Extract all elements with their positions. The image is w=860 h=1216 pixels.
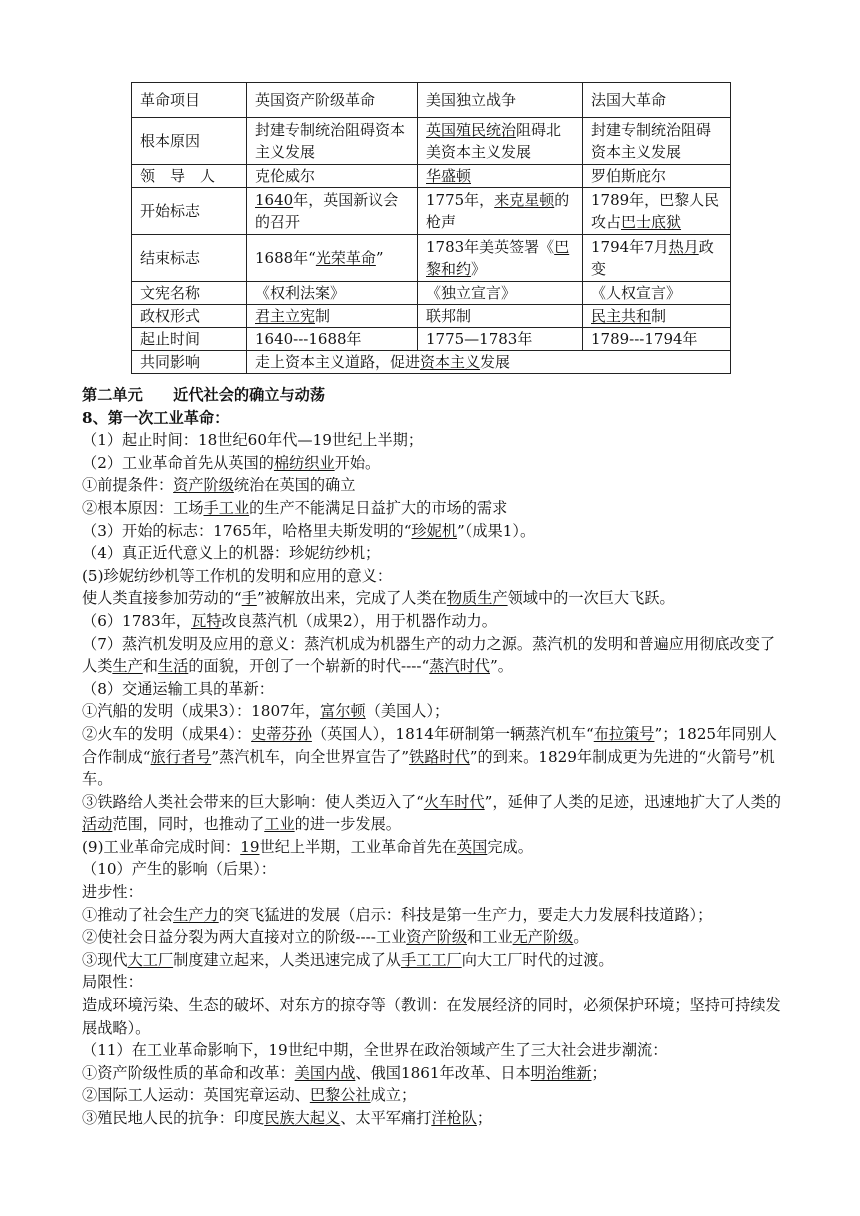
text: ”的到来。1829年制成更为先进的“火箭号”机车。: [82, 747, 775, 789]
row-label: 共同影响: [132, 351, 247, 374]
table-cell: 1775—1783年: [418, 328, 583, 351]
row-label: 开始标志: [132, 188, 247, 235]
text: 。: [573, 928, 589, 947]
row-label: 根本原因: [132, 118, 247, 165]
table-row: [132, 328, 731, 351]
table-cell: 《权利法案》: [247, 282, 418, 305]
text: ①资产阶级性质的革命和改革：: [82, 1063, 295, 1082]
text: ①推动了社会: [82, 905, 174, 924]
table-header-cell: 美国独立战争: [418, 83, 583, 118]
cell-text: 政变: [591, 238, 714, 278]
table-cell: [247, 188, 418, 235]
table-cell: 封建专制统治阻碍资本主义发展: [247, 118, 418, 165]
table-cell: 《人权宣言》: [583, 282, 731, 305]
text-line: [82, 587, 782, 610]
table-row: [132, 351, 731, 374]
text: 领域中的一次巨大飞跃。: [507, 589, 675, 608]
underlined-term: 生产力: [173, 905, 219, 924]
unit-heading: 第二单元 近代社会的确立与动荡: [82, 386, 325, 404]
underlined-term: 富尔顿: [320, 702, 366, 721]
table-cell: 罗伯斯庇尔: [583, 165, 731, 188]
underlined-term: 史蒂芬孙: [251, 724, 312, 743]
table-row: [132, 282, 731, 305]
text: ②根本原因：工场: [82, 498, 204, 517]
underlined-term: 手工业: [203, 498, 250, 517]
text-paragraph: [82, 723, 782, 791]
text: ；: [591, 1063, 607, 1082]
underlined-term: 活动: [82, 815, 113, 834]
text: ②国际工人运动：英国宪章运动、: [82, 1086, 310, 1105]
section-heading: 8、第一次工业革命：: [82, 408, 230, 427]
underlined-term: 巴黎和约: [426, 238, 570, 278]
text: ②使社会日益分裂为两大直接对立的阶级----工业: [82, 928, 407, 947]
text: 统治在英国的确立: [233, 476, 356, 495]
cell-text: 制: [315, 307, 331, 325]
table-cell: [418, 165, 583, 188]
row-label: 文宪名称: [132, 282, 247, 305]
table-cell: [583, 305, 731, 328]
row-label: 起止时间: [132, 328, 247, 351]
text-line: （8）交通运输工具的革新：: [82, 679, 274, 698]
table-row: [132, 165, 731, 188]
table-cell: [583, 188, 731, 235]
cell-text: 1783年美英签署《: [426, 238, 555, 256]
text: 向大工厂时代的过渡。: [461, 950, 614, 969]
table-header-cell: 革命项目: [132, 83, 247, 118]
underlined-term: 明治维新: [530, 1063, 592, 1082]
text: 和: [142, 657, 158, 676]
text: ③殖民地人民的抗争：印度: [82, 1109, 265, 1127]
table-cell: 《独立宣言》: [418, 282, 583, 305]
text: ”。: [489, 657, 513, 676]
underlined-term: 铁路时代: [409, 747, 470, 766]
revolution-comparison-table: [131, 82, 731, 374]
underlined-term: 巴士底狱: [621, 213, 682, 231]
text: 完成。: [487, 837, 533, 856]
text-line: [82, 836, 782, 859]
text: 的进一步发展。: [294, 815, 401, 834]
cell-text: 发展: [480, 353, 511, 371]
text: （6）1783年，: [82, 611, 192, 630]
text-line: （4）真正近代意义上的机器：珍妮纺纱机；: [82, 544, 381, 563]
underlined-term: 工业: [264, 815, 295, 834]
row-label: 领 导 人: [132, 165, 247, 188]
table-cell: [247, 235, 418, 282]
underlined-term: 资本主义: [420, 353, 481, 371]
text: ③铁路给人类社会带来的巨大影响：使人类迈入了“: [82, 792, 424, 811]
text-line: [82, 610, 782, 633]
text-line: [82, 949, 782, 972]
cell-text: 走上资本主义道路，促进: [255, 353, 421, 371]
cell-text: 1775年，: [426, 191, 495, 209]
text: 的突飞猛进的发展（启示：科技是第一生产力，要走大力发展科技道路）；: [218, 905, 713, 924]
table-cell: 联邦制: [418, 305, 583, 328]
text: 、俄国1861年改革、日本: [355, 1063, 531, 1082]
cell-text: 的枪声: [426, 191, 570, 231]
text-line: [82, 904, 782, 927]
underlined-term: 布拉策号: [593, 724, 655, 743]
text: （7）蒸汽机发明及应用的意义：蒸汽机成为机器生产的动力之源。蒸汽机的发明和普遍应用彻底改变了人类: [82, 634, 776, 676]
table-cell: [247, 305, 418, 328]
table-cell: [418, 118, 583, 165]
underlined-term: 生产: [112, 657, 143, 676]
underlined-term: 生活: [157, 657, 189, 676]
table-cell: 封建专制统治阻碍资本主义发展: [583, 118, 731, 165]
row-label: 政权形式: [132, 305, 247, 328]
cell-text: ”: [375, 249, 384, 267]
text-line: [82, 474, 782, 497]
underlined-term: 蒸汽时代: [429, 657, 490, 676]
table-cell: [418, 188, 583, 235]
text-line: [82, 1107, 782, 1130]
text: 改良蒸汽机（成果2），用于机器作动力。: [221, 611, 497, 630]
text: 范围，同时，也推动了: [112, 815, 265, 834]
text: 开始。: [334, 453, 381, 472]
underlined-term: 民主共和: [591, 307, 652, 325]
text: 制度建立起来，人类迅速完成了从: [173, 950, 401, 969]
text: ”蒸汽机车，向全世界宣告了”: [211, 747, 410, 766]
underlined-term: 资产阶级: [406, 928, 468, 947]
text: （英国人），1814年研制第一辆蒸汽机车“: [311, 724, 594, 743]
table-row: [132, 235, 731, 282]
text-line: [82, 1084, 782, 1107]
table-cell: [418, 235, 583, 282]
table-row: [132, 118, 731, 165]
text: ②火车的发明（成果4）：: [82, 724, 252, 743]
text: ”（成果1）。: [457, 521, 536, 540]
underlined-term: 火车时代: [423, 792, 485, 811]
table-cell: 克伦威尔: [247, 165, 418, 188]
text-paragraph: [82, 791, 782, 836]
table-header-cell: 法国大革命: [583, 83, 731, 118]
row-label: 结束标志: [132, 235, 247, 282]
underlined-term: 美国内战: [294, 1063, 356, 1082]
text: ③现代: [82, 950, 128, 969]
text-paragraph: [82, 633, 782, 678]
text: 的面貌，开创了一个崭新的时代----“: [188, 657, 430, 676]
text: 和工业: [467, 928, 513, 947]
underlined-term: 热月: [668, 238, 699, 256]
underlined-term: 君主立宪: [255, 307, 316, 325]
text-line: [82, 452, 782, 475]
document-body: [82, 384, 782, 1130]
underlined-term: 英国: [456, 837, 488, 856]
text-paragraph: 造成环境污染、生态的破坏、对东方的掠夺等（教训：在发展经济的同时，必须保护环境；坚持可持续发展战略）。: [82, 996, 781, 1037]
text-line: 进步性：: [82, 883, 143, 902]
cell-text: 阻碍北美资本主义发展: [426, 121, 562, 161]
text-line: [82, 1062, 782, 1085]
underlined-term: 棉纺织业: [273, 453, 335, 472]
table-cell: 1789---1794年: [583, 328, 731, 351]
text: ；: [476, 1109, 493, 1127]
underlined-term: 物质生产: [446, 589, 508, 608]
underlined-term: 华盛顿: [426, 167, 472, 185]
underlined-term: 瓦特: [191, 611, 222, 630]
underlined-term: 1640: [255, 191, 294, 209]
text: 使人类直接参加劳动的“: [82, 589, 242, 608]
text: （2）工业革命首先从英国的: [82, 453, 274, 472]
text: (9)工业革命完成时间：: [82, 837, 241, 856]
text-line: 局限性：: [82, 973, 143, 992]
underlined-term: 19: [240, 837, 260, 856]
text: ”，延伸了人类的足迹，迅速地扩大了人类的: [484, 792, 781, 811]
text: 世纪上半期，工业革命首先在: [259, 837, 457, 856]
underlined-term: 洋枪队: [431, 1109, 477, 1127]
cell-text: 1794年7月: [591, 238, 669, 256]
underlined-term: 来克星顿: [494, 191, 555, 209]
table-row: [132, 305, 731, 328]
table-row: [132, 188, 731, 235]
text: （3）开始的标志：1765年，哈格里夫斯发明的“: [82, 521, 412, 540]
cell-text: 》: [471, 260, 487, 278]
text-line: [82, 520, 782, 543]
text: （美国人）；: [365, 702, 450, 721]
text-line: [82, 700, 782, 723]
text-line: [82, 497, 782, 520]
table-header-cell: 英国资产阶级革命: [247, 83, 418, 118]
text: ①汽船的发明（成果3）：1807年，: [82, 702, 321, 721]
underlined-term: 手: [241, 589, 257, 608]
cell-text: 1688年“: [255, 249, 316, 267]
underlined-term: 资产阶级: [173, 476, 234, 495]
underlined-term: 手工工厂: [400, 950, 462, 969]
text-line: (5)珍妮纺纱机等工作机的发明和应用的意义：: [82, 566, 393, 585]
text: ”；1825年同别人合作制成“: [82, 724, 777, 766]
underlined-term: 大工厂: [127, 950, 174, 969]
table-cell-span: [247, 351, 731, 374]
table-cell: 1640---1688年: [247, 328, 418, 351]
underlined-term: 无产阶级: [512, 928, 574, 947]
text: 成立；: [370, 1086, 417, 1105]
underlined-term: 民族大起义: [264, 1109, 341, 1127]
text: ①前提条件：: [82, 476, 174, 495]
text-line: [82, 926, 782, 949]
table-cell: [583, 235, 731, 282]
text-line: （10）产生的影响（后果）：: [82, 860, 276, 879]
underlined-term: 巴黎公社: [309, 1086, 371, 1105]
cell-text: 制: [651, 307, 667, 325]
underlined-term: 旅行者号: [150, 747, 212, 766]
text-line: （11）在工业革命影响下，19世纪中期，全世界在政治领域产生了三大社会进步潮流：: [82, 1041, 668, 1060]
table-header-row: [132, 83, 731, 118]
cell-text: 1789年，巴黎人民攻占: [591, 191, 720, 231]
cell-text: 年，英国新议会的召开: [255, 191, 399, 231]
underlined-term: 光荣革命: [315, 249, 376, 267]
text-line: （1）起止时间：18世纪60年代—19世纪上半期；: [82, 431, 424, 450]
text: 、太平军痛打: [340, 1109, 432, 1127]
text: ”被解放出来，完成了人类在: [256, 589, 447, 608]
underlined-term: 英国殖民统治: [426, 121, 517, 139]
underlined-term: 珍妮机: [411, 521, 458, 540]
text: 的生产不能满足日益扩大的市场的需求: [249, 498, 508, 517]
